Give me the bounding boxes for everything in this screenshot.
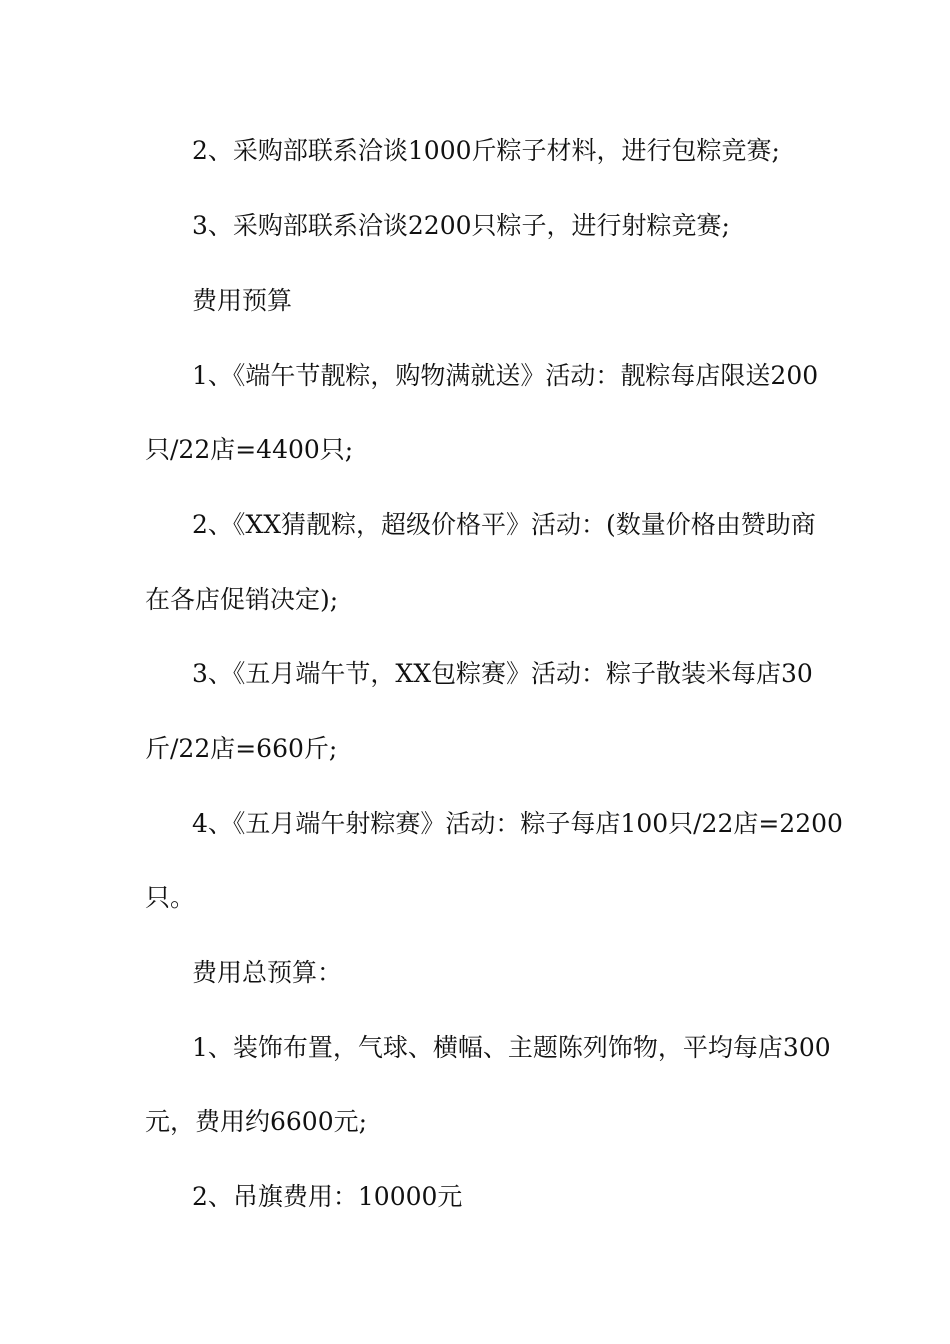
paragraph-line: 在各店促销决定); xyxy=(145,585,339,614)
section-heading: 费用总预算： xyxy=(192,958,343,987)
paragraph-line: 3、采购部联系洽谈2200只粽子，进行射粽竞赛; xyxy=(192,211,730,240)
paragraph-line: 1、《端午节靓粽，购物满就送》活动：靓粽每店限送200 xyxy=(192,361,819,390)
paragraph-line: 4、《五月端午射粽赛》活动：粽子每店100只/22店=2200 xyxy=(192,809,843,838)
paragraph-line: 2、《XX猜靓粽，超级价格平》活动：(数量价格由赞助商 xyxy=(192,510,816,539)
paragraph-line: 2、吊旗费用：10000元 xyxy=(192,1182,463,1211)
paragraph-line: 斤/22店=660斤; xyxy=(145,734,338,763)
paragraph-line: 3、《五月端午节，XX包粽赛》活动：粽子散装米每店30 xyxy=(192,659,813,688)
paragraph-line: 只。 xyxy=(145,883,196,912)
paragraph-line: 只/22店=4400只; xyxy=(145,435,354,464)
paragraph-line: 元，费用约6600元; xyxy=(145,1107,368,1136)
paragraph-line: 2、采购部联系洽谈1000斤粽子材料，进行包粽竞赛; xyxy=(192,136,780,165)
paragraph-line: 1、装饰布置，气球、横幅、主题陈列饰物，平均每店300 xyxy=(192,1033,831,1062)
section-heading: 费用预算 xyxy=(192,286,293,315)
